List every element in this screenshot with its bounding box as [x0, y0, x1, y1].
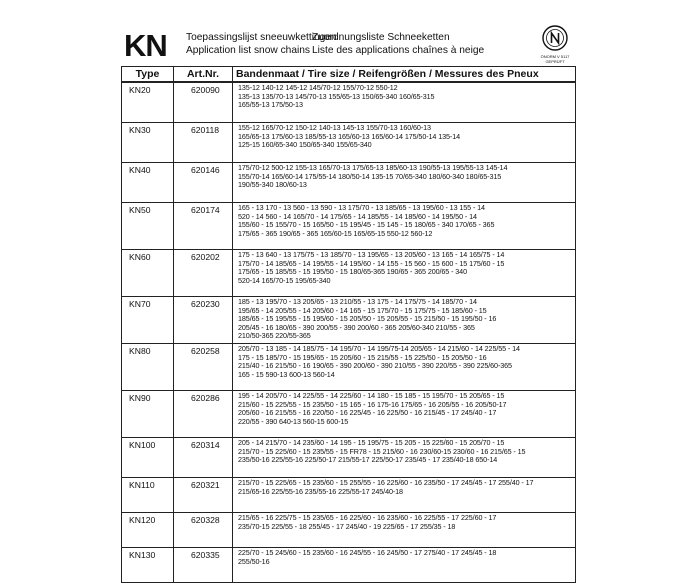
- row-sizes: 165 - 13 170 - 13 560 - 13 590 - 13 175/70 - 13 185/65 - 13 195/60 - 13 155 - 14 520 - 14 560 - 14 165/70 - 14 175/65 - 14 185/55 - 14 185/60 - 14 195/50 - 14 155/60 - 15 155/70 - 15 165/50 - 15 195/45 - 15 145 - 15 180/65 - 340 170/65 - 365 175/65 - 365 190/65 - 365 165/60-15 165/65-15 550-12 560-12: [233, 203, 576, 250]
- row-art-nr: 620321: [174, 478, 233, 513]
- application-table: [121, 66, 576, 583]
- row-type: KN120: [122, 513, 174, 548]
- row-sizes: 175 - 13 640 - 13 175/75 - 13 185/70 - 13 195/65 - 13 205/60 - 13 165 - 14 165/75 - 14 175/70 - 14 185/65 - 14 195/55 - 14 195/60 - 14 155 - 15 560 - 15 600 - 15 175/60 - 15 175/65 - 15 185/55 - 15 195/50 - 15 180/65-365 190/65 - 365 200/65 - 340 520-14 165/70-15 195/65-340: [233, 250, 576, 297]
- titles-right: [312, 32, 484, 57]
- title-english: Application list snow chains: [186, 44, 311, 56]
- row-type: KN130: [122, 548, 174, 583]
- table-row: [122, 203, 576, 250]
- row-type: KN90: [122, 391, 174, 438]
- table-row: [122, 391, 576, 438]
- row-type: KN60: [122, 250, 174, 297]
- row-art-nr: 620335: [174, 548, 233, 583]
- row-art-nr: 620146: [174, 163, 233, 203]
- seal-text-line-2: GEPRÜFT: [545, 59, 565, 64]
- row-art-nr: 620202: [174, 250, 233, 297]
- table-row: [122, 438, 576, 478]
- row-art-nr: 620118: [174, 123, 233, 163]
- title-french: Liste des applications chaînes à neige: [312, 44, 485, 56]
- row-sizes: 215/70 - 15 225/65 - 15 235/60 - 15 255/55 - 16 225/60 - 16 235/50 - 17 245/45 - 17 255/40 - 17 215/65-16 225/55-16 235/55-16 225/55-17 245/40-18: [233, 478, 576, 513]
- title-dutch: Toepassingslijst sneeuwkettingen: [186, 32, 337, 43]
- header-art-nr: Art.Nr.: [174, 67, 233, 83]
- row-sizes: 175/70-12 500-12 155-13 165/70-13 175/65-13 185/60-13 190/55-13 195/55-13 145-14 155/70-14 165/60-14 175/55-14 180/50-14 135-15 70/65-340 180/60-340 180/65-315 190/55-340 180/60-13: [233, 163, 576, 203]
- row-art-nr: 620230: [174, 297, 233, 344]
- row-type: KN40: [122, 163, 174, 203]
- table-row: [122, 82, 576, 123]
- row-sizes: 185 - 13 195/70 - 13 205/65 - 13 210/55 - 13 175 - 14 175/75 - 14 185/70 - 14 195/65 - 14 205/55 - 14 205/60 - 14 165 - 15 175/70 - 15 175/75 - 15 185/60 - 15 185/65 - 15 195/55 - 15 195/60 - 15 205/50 - 15 205/55 - 15 215/50 - 15 195/50 - 16 205/45 - 16 180/65 - 390 200/55 - 390 200/60 - 365 205/60-340 210/55 - 365 210/50-365 220/55-365: [233, 297, 576, 344]
- table-row: [122, 297, 576, 344]
- header-type: Type: [122, 67, 174, 83]
- row-art-nr: 620258: [174, 344, 233, 391]
- page-header: [124, 30, 572, 64]
- row-type: KN110: [122, 478, 174, 513]
- row-type: KN80: [122, 344, 174, 391]
- table-header-row: [122, 67, 576, 83]
- row-type: KN20: [122, 82, 174, 123]
- table-row: [122, 163, 576, 203]
- row-art-nr: 620286: [174, 391, 233, 438]
- header-tire-size: Bandenmaat / Tire size / Reifengrößen / Messures des Pneux: [233, 67, 576, 83]
- row-type: KN30: [122, 123, 174, 163]
- row-art-nr: 620174: [174, 203, 233, 250]
- table-row: [122, 513, 576, 548]
- row-art-nr: 620090: [174, 82, 233, 123]
- series-code: KN: [124, 28, 167, 63]
- table-row: [122, 478, 576, 513]
- row-sizes: 155-12 165/70-12 150-12 140-13 145-13 155/70-13 160/60-13 165/65-13 175/60-13 185/55-13 165/60-13 165/60-14 175/50-14 135-14 125-15 160/65-340 150/65-340 155/65-340: [233, 123, 576, 163]
- row-type: KN100: [122, 438, 174, 478]
- row-sizes: 195 - 14 205/70 - 14 225/55 - 14 225/60 - 14 180 - 15 185 - 15 195/70 - 15 205/65 - 15 215/60 - 15 225/55 - 15 235/50 - 15 165 - 16 175-16 175/65 - 16 205/55 - 16 205/50-17 205/60 - 16 215/55 - 16 220/50 - 16 225/45 - 16 225/50 - 16 215/45 - 17 245/40 - 17 220/55 - 390 640-13 560-15 600-15: [233, 391, 576, 438]
- title-german: Zuordnungsliste Schneeketten: [312, 32, 450, 43]
- seal-text-line-1: ÖNORM V 5117: [540, 54, 570, 59]
- row-art-nr: 620314: [174, 438, 233, 478]
- row-type: KN70: [122, 297, 174, 344]
- row-sizes: 215/65 - 16 225/75 - 15 235/65 - 16 225/60 - 16 235/60 - 16 225/55 - 17 225/60 - 17 235/70-15 225/55 - 18 255/45 - 17 245/40 - 19 225/65 - 17 255/35 - 18: [233, 513, 576, 548]
- table-row: [122, 250, 576, 297]
- row-sizes: 225/70 - 15 245/60 - 15 235/60 - 16 245/55 - 16 245/50 - 17 275/40 - 17 245/45 - 18 255/50-16: [233, 548, 576, 583]
- row-sizes: 135-12 140-12 145-12 145/70-12 155/70-12 550-12 135-13 135/70-13 145/70-13 155/65-13 150/65-340 160/65-315 165/55-13 175/50-13: [233, 82, 576, 123]
- table-row: [122, 548, 576, 583]
- certification-seal-icon: [535, 24, 575, 68]
- table-row: [122, 344, 576, 391]
- table-row: [122, 123, 576, 163]
- row-art-nr: 620328: [174, 513, 233, 548]
- row-sizes: 205 - 14 215/70 - 14 235/60 - 14 195 - 15 195/75 - 15 205 - 15 225/60 - 15 205/70 - 15 215/70 - 15 225/60 - 15 235/55 - 15 FR78 - 15 215/60 - 16 230/60-15 230/60 - 16 215/65 - 15 235/50-16 225/55-16 225/50-17 215/55-17 225/50-17 235/45 - 17 235/40-18 650-14: [233, 438, 576, 478]
- row-sizes: 205/70 - 13 185 - 14 185/75 - 14 195/70 - 14 195/75-14 205/65 - 14 215/60 - 14 225/55 - 14 175 - 15 185/70 - 15 195/65 - 15 205/60 - 15 215/55 - 15 225/50 - 15 205/50 - 16 215/40 - 16 215/50 - 16 190/65 - 390 200/60 - 390 210/55 - 390 220/55 - 390 225/60-365 165 - 15 590-13 600-13 560-14: [233, 344, 576, 391]
- row-type: KN50: [122, 203, 174, 250]
